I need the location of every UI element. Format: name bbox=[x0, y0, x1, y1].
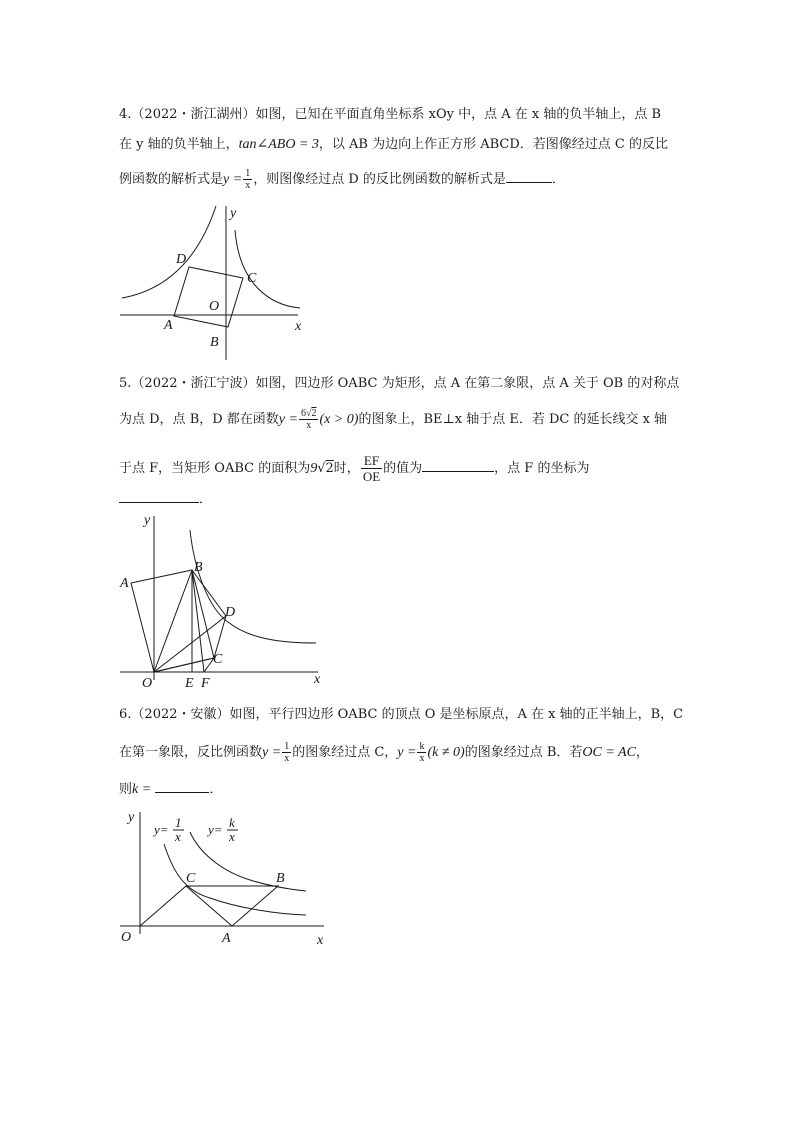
problem-text: ，点 F 的坐标为 bbox=[494, 461, 590, 476]
function-lhs: y = bbox=[278, 412, 298, 427]
problem-text: 如图，已知在平面直角坐标系 xOy 中，点 A 在 x 轴的负半轴上，点 B bbox=[255, 107, 662, 122]
fraction-numerator: 1 bbox=[245, 168, 251, 179]
curve-1-numerator: 1 bbox=[175, 815, 182, 830]
problem-text: 时， bbox=[333, 461, 360, 476]
problem-text: 如图，四边形 OABC 为矩形，点 A 在第二象限，点 A 关于 OB 的对称点 bbox=[255, 376, 680, 391]
point-b-label: B bbox=[210, 335, 219, 350]
problem-text: 为点 D，点 B，D 都在函数 bbox=[119, 412, 279, 427]
problem-number: 6 bbox=[119, 707, 128, 722]
problem-text: 在 y 轴的负半轴上， bbox=[119, 137, 239, 152]
problem-6-figure bbox=[118, 804, 333, 949]
fraction-denominator: x bbox=[245, 180, 251, 191]
curve-2-lhs: y= bbox=[208, 822, 223, 837]
square-abcd bbox=[174, 267, 243, 327]
problem-6-line-3 bbox=[119, 780, 222, 799]
curve-2-numerator: k bbox=[229, 815, 235, 830]
point-a-label: A bbox=[120, 576, 129, 591]
fraction-denominator: x bbox=[284, 753, 290, 764]
y-axis-label: y bbox=[230, 206, 237, 221]
fraction-denominator: OE bbox=[362, 469, 381, 484]
point-o-label: O bbox=[121, 930, 132, 945]
problem-4-figure bbox=[118, 200, 318, 365]
function-2-fraction bbox=[417, 741, 426, 764]
area-coefficient: 9 bbox=[310, 461, 318, 476]
problem-6-line-2 bbox=[119, 741, 649, 764]
x-axis-label: x bbox=[295, 319, 302, 334]
x-axis-label: x bbox=[317, 933, 324, 948]
answer-blank[interactable] bbox=[506, 170, 552, 183]
point-c-label: C bbox=[213, 652, 223, 667]
problem-5-figure bbox=[118, 510, 328, 690]
answer-blank[interactable] bbox=[155, 780, 209, 793]
function-1-lhs: y = bbox=[262, 745, 282, 760]
point-a-label: A bbox=[222, 931, 231, 946]
point-f-label: F bbox=[201, 676, 210, 691]
point-o-label: O bbox=[209, 299, 220, 314]
problem-5-line-3: 于点 F，当矩形 OABC 的面积为9√2时， $\frac{EF}{OE}$ 的值为 ，点 F 的坐标为 bbox=[119, 453, 590, 484]
curve-2-denominator: x bbox=[229, 829, 235, 844]
function-2-lhs: y = bbox=[397, 745, 417, 760]
problem-source: （2022・浙江湖州） bbox=[131, 107, 256, 122]
period: ． bbox=[199, 492, 213, 507]
answer-blank-coordinate[interactable] bbox=[119, 490, 199, 503]
problem-text: 的图象经过点 B．若 bbox=[464, 745, 583, 760]
ratio-fraction bbox=[361, 453, 382, 484]
tan-expression: tan∠ABO = 3 bbox=[238, 137, 319, 152]
period: ． bbox=[209, 782, 223, 797]
problem-4-line-2 bbox=[119, 136, 668, 154]
function-domain: (x > 0) bbox=[319, 412, 359, 427]
problem-5-line-4 bbox=[119, 490, 212, 509]
problem-text: 例函数的解析式是 bbox=[119, 172, 224, 187]
fraction-numerator: 6√2 bbox=[300, 408, 317, 419]
problem-text: 则 bbox=[119, 782, 133, 797]
fraction-numerator: k bbox=[419, 741, 425, 752]
curve-y-6root2-over-x bbox=[190, 530, 316, 643]
point-c-label: C bbox=[247, 271, 257, 286]
problem-5-line-2 bbox=[119, 408, 667, 431]
point-a-label: A bbox=[164, 318, 173, 333]
k-expression: k = bbox=[132, 782, 152, 797]
function-lhs: y = bbox=[223, 172, 243, 187]
curve-y-k-over-x bbox=[190, 832, 306, 891]
curve-1-lhs: y= bbox=[154, 822, 169, 837]
y-axis-label: y bbox=[128, 810, 135, 825]
answer-blank-ratio[interactable] bbox=[422, 459, 494, 472]
function-fraction bbox=[243, 168, 252, 191]
numerator-coefficient: 6 bbox=[300, 408, 306, 419]
problem-number: 5 bbox=[119, 376, 128, 391]
curve-through-c bbox=[235, 230, 300, 308]
area-radicand: 2 bbox=[325, 461, 334, 476]
problem-6-line-1: 6.（2022・安徽）如图，平行四边形 OABC 的顶点 O 是坐标原点，A 在 x 轴的正半轴上，B，C bbox=[119, 707, 684, 722]
problem-text: ，则图像经过点 D 的反比例函数的解析式是 bbox=[253, 172, 506, 187]
curve-through-d bbox=[122, 206, 216, 298]
problem-text: 如图，平行四边形 OABC 的顶点 O 是坐标原点，A 在 x 轴的正半轴上，B，C bbox=[229, 707, 684, 722]
problem-text: ，以 AB 为边向上作正方形 ABCD．若图像经过点 C 的反比 bbox=[318, 137, 668, 152]
function-fraction bbox=[299, 408, 319, 431]
problem-5-line-1: 5.（2022・浙江宁波）如图，四边形 OABC 为矩形，点 A 在第二象限，点 A 关于 OB 的对称点 bbox=[119, 376, 680, 391]
point-e-label: E bbox=[185, 676, 194, 691]
problem-text: 的值为 bbox=[383, 461, 423, 476]
fraction-denominator: x bbox=[306, 420, 312, 431]
problem-text: 的图象上，BE⊥x 轴于点 E．若 DC 的延长线交 x 轴 bbox=[358, 412, 668, 427]
x-axis-label: x bbox=[314, 672, 321, 687]
problem-source: （2022・安徽） bbox=[131, 707, 230, 722]
segment-bf bbox=[192, 570, 204, 672]
problem-text: 的图象经过点 C， bbox=[292, 745, 398, 760]
segment-ac bbox=[186, 886, 232, 926]
numerator-radicand: 2 bbox=[311, 408, 317, 419]
point-b-label: B bbox=[276, 871, 285, 886]
curve-1-label bbox=[152, 815, 184, 844]
problem-4-line-1: 4.（2022・浙江湖州）如图，已知在平面直角坐标系 xOy 中，点 A 在 x 轴的负半轴上，点 B bbox=[119, 107, 662, 122]
function-1-fraction bbox=[282, 741, 291, 764]
fraction-denominator: x bbox=[419, 753, 425, 764]
problem-4-line-3 bbox=[119, 168, 565, 191]
problem-source: （2022・浙江宁波） bbox=[131, 376, 256, 391]
fraction-numerator: 1 bbox=[284, 741, 290, 752]
condition-expression: OC = AC bbox=[582, 745, 636, 760]
fraction-numerator: EF bbox=[361, 453, 382, 469]
y-axis-label: y bbox=[144, 513, 151, 528]
curve-2-label bbox=[206, 815, 238, 844]
period: ． bbox=[551, 172, 565, 187]
point-c-label: C bbox=[186, 871, 196, 886]
problem-text: 于点 F，当矩形 OABC 的面积为 bbox=[119, 461, 311, 476]
point-b-label: B bbox=[194, 560, 203, 575]
problem-text: 在第一象限，反比例函数 bbox=[119, 745, 263, 760]
problem-text: ， bbox=[635, 745, 649, 760]
curve-1-denominator: x bbox=[175, 829, 181, 844]
point-o-label: O bbox=[142, 676, 153, 691]
point-d-label: D bbox=[225, 605, 236, 620]
function-2-condition: (k ≠ 0) bbox=[427, 745, 465, 760]
point-d-label: D bbox=[176, 252, 187, 267]
problem-number: 4 bbox=[119, 107, 128, 122]
